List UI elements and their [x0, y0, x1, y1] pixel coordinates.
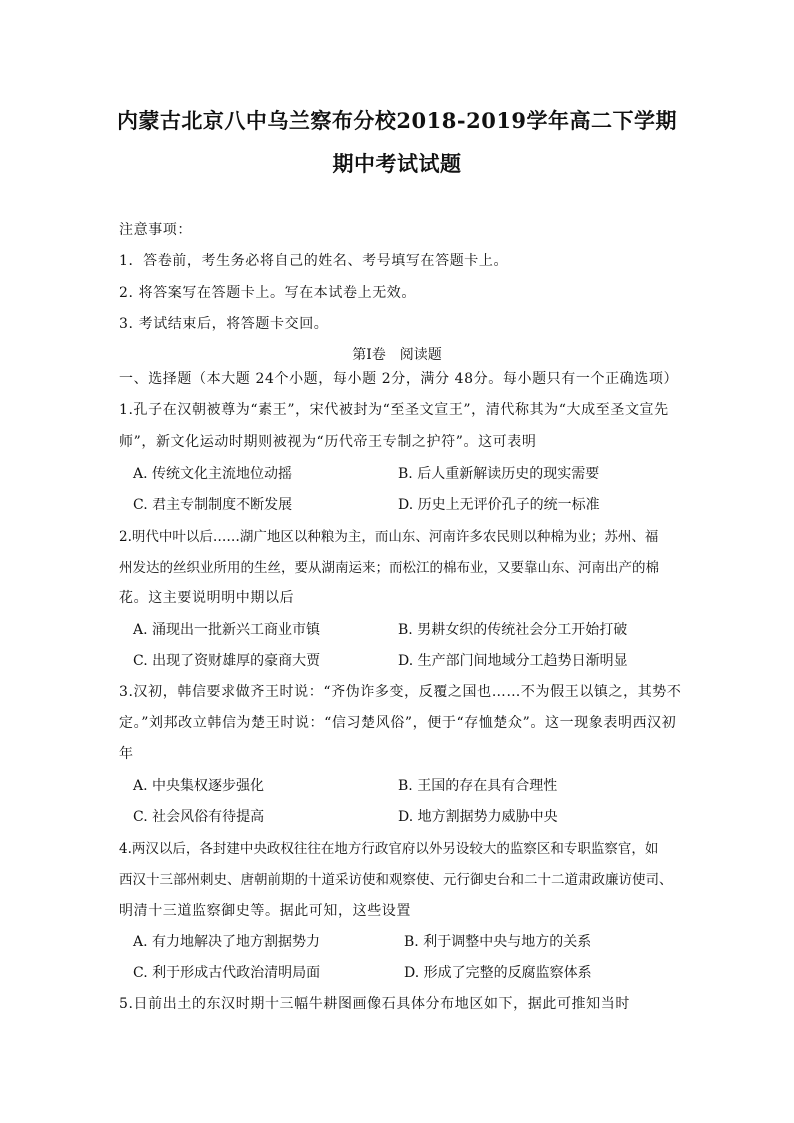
question-3-option-a: A. 中央集权逐步强化 — [133, 778, 265, 794]
question-4-text: 西汉十三部州刺史、唐朝前期的十道采访使和观察使、元行御史台和二十二道肃政廉访使司、 — [119, 872, 673, 888]
question-3-option-d: D. 地方割据势力威胁中央 — [398, 809, 558, 825]
question-4-option-b: B. 利于调整中央与地方的关系 — [404, 934, 592, 950]
exam-title-line1: 内蒙古北京八中乌兰察布分校2018-2019学年高二下学期 — [116, 108, 678, 133]
exam-title-line2: 期中考试试题 — [332, 151, 462, 176]
question-1-option-a: A. 传统文化主流地位动摇 — [133, 466, 293, 482]
question-2-option-d: D. 生产部门间地域分工趋势日渐明显 — [398, 653, 628, 669]
question-2-text: 2.明代中叶以后……湖广地区以种粮为主，而山东、河南许多农民则以种棉为业；苏州、福 — [119, 529, 659, 545]
question-2-option-a: A. 涌现出一批新兴工商业市镇 — [133, 622, 321, 638]
notes-heading: 注意事项： — [119, 222, 192, 238]
question-3-option-c: C. 社会风俗有待提高 — [133, 809, 265, 825]
question-2-option-c: C. 出现了资财雄厚的豪商大贾 — [133, 653, 321, 669]
question-3-text: 3.汉初，韩信要求做齐王时说：“齐伪诈多变，反覆之国也……不为假王以镇之，其势不 — [119, 684, 682, 700]
question-4-option-d: D. 形成了完整的反腐监察体系 — [404, 965, 592, 981]
question-2-text: 花。这主要说明明中期以后 — [119, 590, 295, 606]
question-2-option-b: B. 男耕女织的传统社会分工开始打破 — [398, 622, 628, 638]
question-1-text: 1.孔子在汉朝被尊为“素王”，宋代被封为“至圣文宣王”，清代称其为“大成至圣文宣先 — [119, 402, 669, 418]
question-5-text: 5.日前出土的东汉时期十三幅牛耕图画像石具体分布地区如下，据此可推知当时 — [119, 996, 630, 1012]
note-item: 2. 将答案写在答题卡上。写在本试卷上无效。 — [119, 285, 417, 301]
question-1-option-d: D. 历史上无评价孔子的统一标准 — [398, 497, 600, 513]
question-1-text: 师”，新文化运动时期则被视为“历代帝王专制之护符”。这可表明 — [119, 434, 537, 450]
note-item: 3. 考试结束后，将答题卡交回。 — [119, 316, 329, 332]
question-1-option-b: B. 后人重新解读历史的现实需要 — [398, 466, 600, 482]
volume-heading: 第Ⅰ卷 阅读题 — [352, 347, 442, 363]
question-4-option-c: C. 利于形成古代政治清明局面 — [133, 965, 321, 981]
note-item: 1．答卷前，考生务必将自己的姓名、考号填写在答题卡上。 — [119, 253, 509, 269]
question-1-option-c: C. 君主专制制度不断发展 — [133, 497, 293, 513]
question-4-text: 明清十三道监察御史等。据此可知，这些设置 — [119, 903, 411, 919]
section-heading: 一、选择题（本大题 24个小题，每小题 2分，满分 48分。每小题只有一个正确选项） — [119, 371, 679, 387]
question-4-option-a: A. 有力地解决了地方割据势力 — [133, 934, 321, 950]
question-3-option-b: B. 王国的存在具有合理性 — [398, 778, 558, 794]
question-3-text: 定。”刘邦改立韩信为楚王时说：“信习楚风俗”，便于“存恤楚众”。这一现象表明西汉初 — [119, 715, 677, 731]
question-4-text: 4.两汉以后，各封建中央政权往往在地方行政官府以外另设较大的监察区和专职监察官，如 — [119, 841, 659, 857]
question-3-text: 年 — [119, 746, 134, 762]
question-2-text: 州发达的丝织业所用的生丝，要从湖南运来；而松江的棉布业，又要靠山东、河南出产的棉 — [119, 560, 659, 576]
